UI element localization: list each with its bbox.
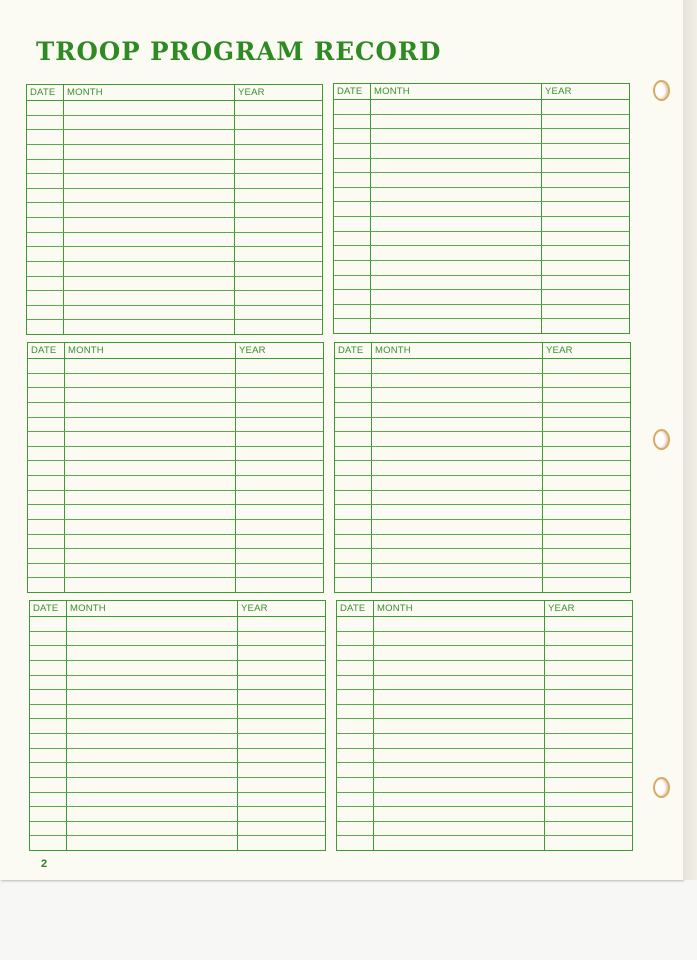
row-rule <box>337 806 632 807</box>
binder-hole-middle <box>653 429 670 450</box>
row-rule <box>337 762 632 763</box>
row-rule <box>27 319 322 320</box>
row-rule <box>27 261 322 262</box>
row-rule <box>337 777 632 778</box>
date-header: DATE <box>30 87 56 98</box>
row-rule <box>335 402 630 403</box>
row-rule <box>30 835 325 836</box>
row-rule <box>28 460 323 461</box>
row-rule <box>334 216 629 217</box>
row-rule <box>30 660 325 661</box>
row-rule <box>335 475 630 476</box>
row-rule <box>337 631 632 632</box>
year-column-rule <box>235 343 236 592</box>
record-table-bottom-left <box>29 600 326 851</box>
row-rule <box>337 704 632 705</box>
month-header: MONTH <box>67 87 103 98</box>
header-rule <box>30 616 325 617</box>
row-rule <box>27 246 322 247</box>
row-rule <box>30 718 325 719</box>
row-rule <box>334 304 629 305</box>
record-table-bottom-right <box>336 600 633 851</box>
row-rule <box>337 792 632 793</box>
binder-hole-top <box>653 80 670 101</box>
header-rule <box>27 100 322 101</box>
row-rule <box>28 534 323 535</box>
month-header: MONTH <box>377 603 413 614</box>
row-rule <box>28 475 323 476</box>
row-rule <box>337 660 632 661</box>
record-table-middle-right <box>334 342 631 593</box>
row-rule <box>27 305 322 306</box>
date-column-rule <box>373 601 374 850</box>
row-rule <box>335 577 630 578</box>
row-rule <box>28 563 323 564</box>
row-rule <box>337 689 632 690</box>
row-rule <box>334 187 629 188</box>
year-header: YEAR <box>239 345 266 356</box>
header-rule <box>335 358 630 359</box>
date-header: DATE <box>33 603 59 614</box>
date-column-rule <box>370 84 371 333</box>
month-header: MONTH <box>70 603 106 614</box>
row-rule <box>30 631 325 632</box>
row-rule <box>334 158 629 159</box>
year-header: YEAR <box>546 345 573 356</box>
date-column-rule <box>66 601 67 850</box>
row-rule <box>28 548 323 549</box>
row-rule <box>335 548 630 549</box>
date-header: DATE <box>338 345 364 356</box>
row-rule <box>335 460 630 461</box>
page-title: TROOP PROGRAM RECORD <box>36 37 442 66</box>
row-rule <box>30 821 325 822</box>
year-column-rule <box>544 601 545 850</box>
row-rule <box>334 201 629 202</box>
row-rule <box>27 115 322 116</box>
row-rule <box>27 173 322 174</box>
row-rule <box>27 159 322 160</box>
row-rule <box>27 129 322 130</box>
row-rule <box>27 290 322 291</box>
row-rule <box>335 519 630 520</box>
row-rule <box>335 373 630 374</box>
row-rule <box>335 417 630 418</box>
date-column-rule <box>64 343 65 592</box>
binder-hole-bottom <box>653 777 670 798</box>
row-rule <box>28 431 323 432</box>
row-rule <box>27 217 322 218</box>
record-table-top-left <box>26 84 323 335</box>
header-rule <box>28 358 323 359</box>
row-rule <box>335 431 630 432</box>
row-rule <box>27 188 322 189</box>
row-rule <box>28 387 323 388</box>
row-rule <box>334 245 629 246</box>
row-rule <box>335 490 630 491</box>
year-header: YEAR <box>545 86 572 97</box>
row-rule <box>335 563 630 564</box>
row-rule <box>334 275 629 276</box>
row-rule <box>335 446 630 447</box>
row-rule <box>27 276 322 277</box>
row-rule <box>335 534 630 535</box>
row-rule <box>335 387 630 388</box>
date-column-rule <box>371 343 372 592</box>
row-rule <box>337 835 632 836</box>
row-rule <box>334 172 629 173</box>
row-rule <box>28 402 323 403</box>
year-header: YEAR <box>241 603 268 614</box>
row-rule <box>30 792 325 793</box>
row-rule <box>28 490 323 491</box>
month-header: MONTH <box>375 345 411 356</box>
row-rule <box>30 645 325 646</box>
date-header: DATE <box>31 345 57 356</box>
row-rule <box>28 446 323 447</box>
row-rule <box>28 504 323 505</box>
year-header: YEAR <box>548 603 575 614</box>
year-column-rule <box>542 343 543 592</box>
row-rule <box>30 733 325 734</box>
row-rule <box>30 777 325 778</box>
row-rule <box>30 762 325 763</box>
row-rule <box>335 504 630 505</box>
date-column-rule <box>63 85 64 334</box>
header-rule <box>334 99 629 100</box>
row-rule <box>30 748 325 749</box>
row-rule <box>334 128 629 129</box>
row-rule <box>334 114 629 115</box>
row-rule <box>28 577 323 578</box>
row-rule <box>337 675 632 676</box>
date-header: DATE <box>340 603 366 614</box>
paper-edge <box>683 0 697 880</box>
record-table-top-right <box>333 83 630 334</box>
date-header: DATE <box>337 86 363 97</box>
row-rule <box>337 748 632 749</box>
row-rule <box>334 143 629 144</box>
year-column-rule <box>234 85 235 334</box>
row-rule <box>27 232 322 233</box>
row-rule <box>337 645 632 646</box>
year-column-rule <box>541 84 542 333</box>
year-column-rule <box>237 601 238 850</box>
row-rule <box>334 231 629 232</box>
month-header: MONTH <box>374 86 410 97</box>
row-rule <box>28 417 323 418</box>
row-rule <box>27 144 322 145</box>
row-rule <box>334 289 629 290</box>
row-rule <box>28 519 323 520</box>
header-rule <box>337 616 632 617</box>
row-rule <box>30 675 325 676</box>
row-rule <box>337 821 632 822</box>
row-rule <box>30 806 325 807</box>
page-number: 2 <box>41 858 48 870</box>
row-rule <box>30 704 325 705</box>
row-rule <box>27 202 322 203</box>
year-header: YEAR <box>238 87 265 98</box>
row-rule <box>30 689 325 690</box>
record-table-middle-left <box>27 342 324 593</box>
row-rule <box>334 318 629 319</box>
row-rule <box>28 373 323 374</box>
row-rule <box>337 733 632 734</box>
row-rule <box>334 260 629 261</box>
row-rule <box>337 718 632 719</box>
month-header: MONTH <box>68 345 104 356</box>
